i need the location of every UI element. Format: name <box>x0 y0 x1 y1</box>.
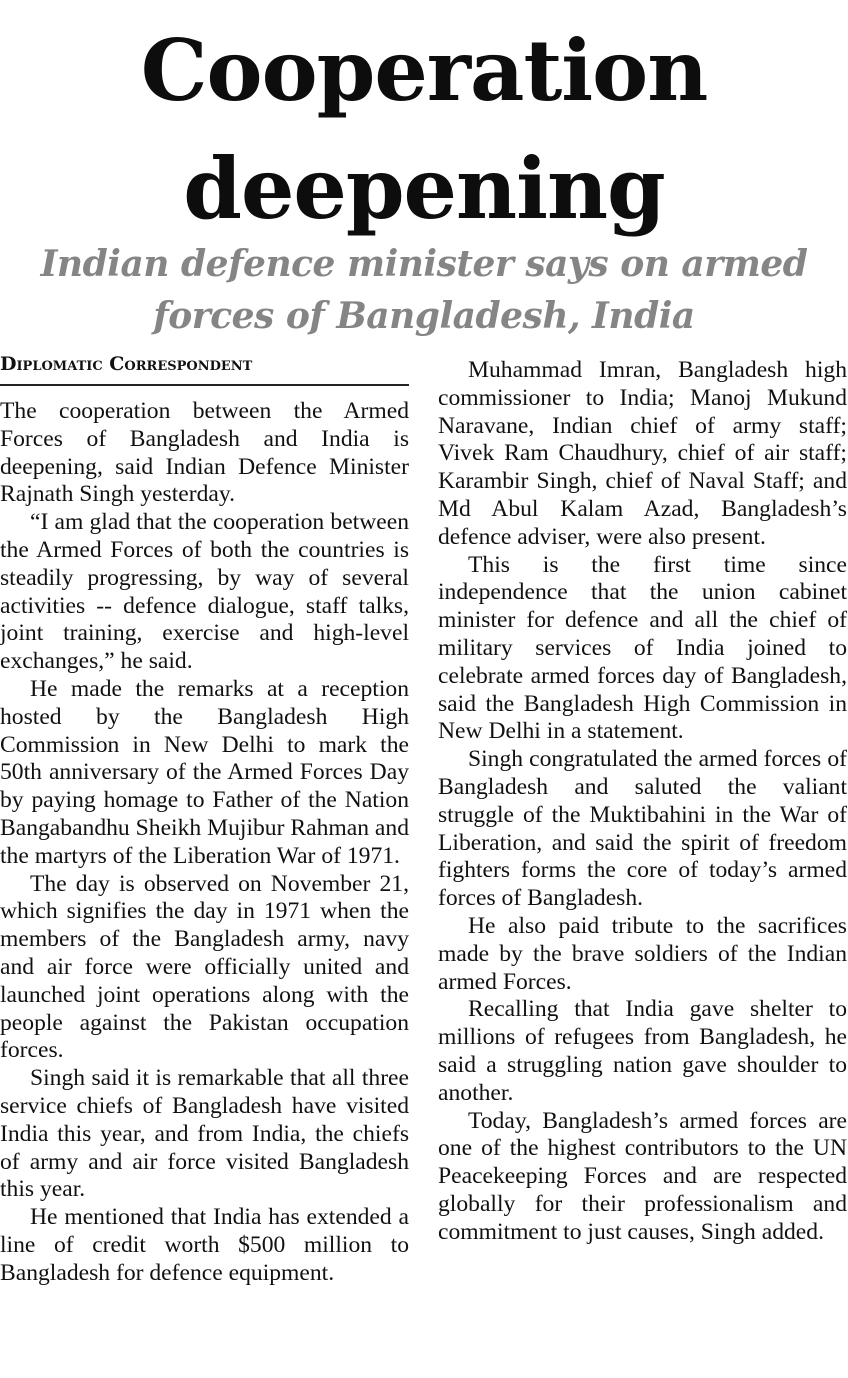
paragraph: The day is observed on November 21, which signifies the day in 1971 when the members of the Bangladesh army, navy and air force were officially united and launched joint operations along with the people against the Pakistan occupation forces. <box>0 870 409 1064</box>
paragraph: Singh said it is remarkable that all three service chiefs of Bangladesh have visited India this year, and from India, the chiefs of army and air force visited Bangladesh this year. <box>0 1065 409 1203</box>
paragraph: He made the remarks at a reception hosted by the Bangladesh High Commission in New Delhi to mark the 50th anniversary of the Armed Forces Day by paying homage to Father of the Nation Bangabandhu Sheikh Mujibur Rahman and the martyrs of the Liberation War of 1971. <box>0 675 409 869</box>
subheadline-line-1: Indian defence minister says on armed <box>40 243 808 285</box>
paragraph: “I am glad that the cooperation between the Armed Forces of both the countries is steadily progressing, by way of several activities -- defence dialogue, staff talks, joint training, exercise and high-level exchanges,” he said. <box>0 509 409 675</box>
headline-line-2: deepening <box>183 139 665 238</box>
paragraph: Muhammad Imran, Bangladesh high commissioner to India; Manoj Mukund Naravane, Indian chief of army staff; Vivek Ram Chaudhury, chief of air staff; Karambir Singh, chief of Naval Staff; and Md Abul Kalam Azad, Bangladesh’s defence adviser, were also present. <box>438 357 847 550</box>
paragraph: The cooperation between the Armed Forces of Bangladesh and India is deepening, said Indian Defence Minister Rajnath Singh yesterday. <box>0 398 409 508</box>
paragraph: This is the first time since independence that the union cabinet minister for defence and all the chief of military services of India joined to celebrate armed forces day of Bangladesh, said the Bangladesh High Commission in New Delhi in a statement. <box>438 551 847 745</box>
article-column-right <box>438 357 847 1247</box>
subheadline-line-2: forces of Bangladesh, India <box>153 295 695 337</box>
paragraph: Recalling that India gave shelter to millions of refugees from Bangladesh, he said a struggling nation gave shoulder to another. <box>438 996 847 1106</box>
paragraph: Today, Bangladesh’s armed forces are one of the highest contributors to the UN Peacekeeping Forces and are respected globally for their professionalism and commitment to just causes, Singh added. <box>438 1107 847 1245</box>
paragraph: Singh congratulated the armed forces of Bangladesh and saluted the valiant struggle of the Muktibahini in the War of Liberation, and said the spirit of freedom fighters forms the core of today’s armed forces of Bangladesh. <box>438 746 847 912</box>
article-column-left <box>0 398 409 1288</box>
paragraph: He mentioned that India has extended a line of credit worth $500 million to Bangladesh for defence equipment. <box>0 1204 409 1286</box>
byline: Diplomatic Correspondent <box>0 352 409 386</box>
headline <box>0 12 848 248</box>
paragraph: He also paid tribute to the sacrifices made by the brave soldiers of the Indian armed Forces. <box>438 912 847 995</box>
subheadline <box>0 238 848 342</box>
headline-line-1: Cooperation <box>140 21 708 120</box>
